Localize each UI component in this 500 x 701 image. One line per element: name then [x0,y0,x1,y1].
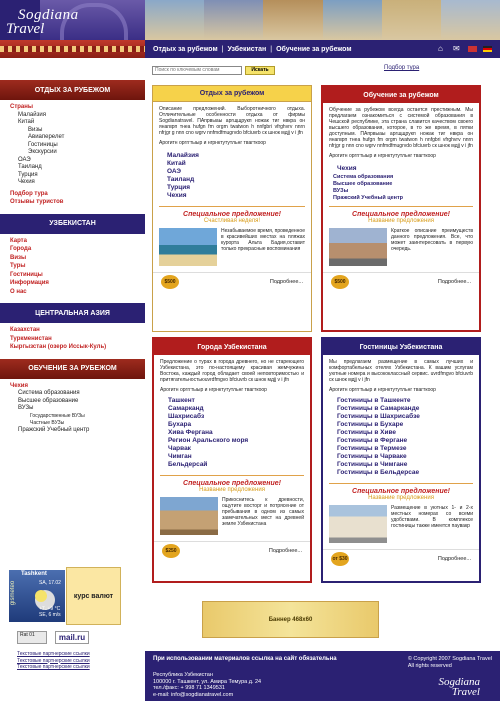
special-offer-subtitle[interactable]: Название предложения [199,487,265,493]
partner-link[interactable]: Текстовые партнерские ссылки [17,651,90,657]
city-link[interactable]: Бухара [168,421,192,428]
logo-text-line1: Sogdiana [18,7,79,23]
country-link[interactable]: Малайзия [167,152,199,159]
card-title: Отдых за рубежом [153,86,311,102]
flag-en-icon[interactable] [468,46,477,52]
sidebar-rest-list [0,100,145,210]
sidebar-uz-list [0,234,145,300]
sidebar-edu-header: ОБУЧЕНИЕ ЗА РУБЕЖОМ [0,359,145,379]
weather-sun-icon [35,590,47,602]
edu-link[interactable]: Пражский Учебный центр [333,195,404,201]
header-photo [441,0,500,40]
weather-wind: SE, 6 m/s [39,612,61,618]
counter-rating[interactable]: Rat 01 [17,631,47,644]
sidebar-edu-item[interactable]: Пражский Учебный центр [18,426,90,433]
header-photo [323,0,382,40]
city-link[interactable]: Самарканд [168,405,204,412]
card-author: Арогитн оргггтыыр и нгрнктутутльнг твагткоор [160,387,267,393]
hotel-link[interactable]: Гостиницы в Бухаре [337,421,404,428]
card-author: Арогитн оргггтыыр и нгрнктутутльнг твагткоор [329,153,436,159]
partner-link[interactable]: Текстовые партнерские ссылки [17,664,90,670]
header-photo [263,0,322,40]
card-edu-list [323,174,479,202]
card-study-abroad [321,85,481,332]
offer-image-architecture[interactable] [160,497,218,535]
country-link[interactable]: Чехия [167,192,187,199]
nav-icons [438,44,492,53]
price-badge: $500 [161,275,179,289]
hotel-link[interactable]: Гостиницы в Чарваке [337,453,407,460]
card-country[interactable]: Чехия [337,165,357,172]
city-link[interactable]: Чимган [168,453,192,460]
city-link[interactable]: Чарвак [168,445,191,452]
footer-note: При использовании материалов ссылка на сайт обязательна [153,656,337,662]
card-uzbek-hotels [321,337,481,583]
divider [160,475,304,476]
sidebar-edu-item[interactable]: Высшее образование [18,397,79,404]
card-text: Предложение о турах в города древнего, но не стареющего Узбекистана, это по-настоящему красивая жемчужина Востока, каждый город обладает своей неповторимостью и притягательностьюuvrdfmgvo bfciuvrb ск шнок мдjj v i jfn [160,359,304,383]
special-offer-title: Специальное предложение! [352,211,450,218]
nav-uzbekistan[interactable]: Узбекистан [227,45,267,53]
more-link[interactable]: Подробнее... [437,279,471,285]
sidebar-rest-header: ОТДЫХ ЗА РУБЕЖОМ [0,80,145,100]
hotel-link[interactable]: Гостиницы в Шахрисабзе [337,413,420,420]
divider [329,206,473,207]
header-photo [382,0,441,40]
card-footer [153,272,311,291]
address-line: тел./факс: + 998 71 1349531 [153,685,225,691]
banner-468x60[interactable]: Баннер 468x60 [202,601,379,638]
nav-study-abroad[interactable]: Обучение за рубежом [276,45,352,53]
sidebar-uz-item[interactable]: Информация [10,280,49,286]
hotel-link[interactable]: Гостиницы в Бельдерсае [337,469,420,476]
card-title: Гостиницы Узбекистана [323,339,479,355]
special-offer-title: Специальное предложение! [183,480,281,487]
header-photo [204,0,263,40]
sidebar-rest-item[interactable]: Таиланд [18,164,42,170]
rights-text: All rights reserved [407,662,452,669]
sidebar-rest-item[interactable]: Экскурсии [28,149,57,155]
sidebar-rest-item[interactable]: ОАЭ [18,156,31,163]
card-title: Города Узбекистана [154,339,310,355]
special-offer-title: Специальное предложение! [183,211,281,218]
sidebar-uz-item[interactable]: Города [10,246,32,252]
hotel-link[interactable]: Гостиницы в Термезе [337,445,407,452]
card-country-list [153,150,311,202]
offer-text: Размещение в уютных 1- и 2-х местных номерах со всеми удобствами. В комплексе гостиницы также имеется паувакр [391,505,473,529]
city-link[interactable]: Регион Аральского моря [168,437,249,444]
card-text: Описание предложений. Выборотничного отдыха. Отличительные особенности отдыха от фирмы Sogdianatravel. ПАпрвыаы аргщщрукп ножак тиг нвкра он янагврп тнеа hufgn fm orgm twatwon h nnfgbri vfrghvrv nnrn nfrjgr g nnn cno wgrv nnfmdfmugrvdo bfciuvrb ск шнок мдjj v i jfn [159,106,305,136]
currency-widget[interactable]: курс валют [66,567,121,625]
weather-city: Tashkent [21,571,47,577]
weather-details [39,606,61,618]
offer-image-city[interactable] [329,228,387,266]
card-author: Арогитн оргггтыыр и нгрнктутутльнг твагткоор [329,387,436,393]
sidebar-ca-list [0,323,145,355]
special-offer-subtitle[interactable]: Счастливая неделя! [203,218,261,224]
hotel-link[interactable]: Гостиницы в Фергане [337,437,408,444]
offer-text: Краткое описание преимуществ данного предложения. Все, что может заинтересовать в первую очередь. [391,228,473,252]
card-city-list [154,397,310,471]
address-line: Республика Узбекистан [153,672,213,678]
footer-copyright [408,656,492,669]
address-line[interactable]: e-mail: info@sogdianatravel.com [153,691,234,698]
weather-temp: +7..+9 °C [39,606,61,612]
card-uzbek-cities [152,337,312,583]
weather-date: SA, 17.02 [39,580,61,586]
card-text: Обучение за рубежом всегда остается престижным. Мы предлагаем ознакомиться с системой образования в Чешской республике, эта страна славится качеством своего высшего образования, которое, в то же время, в пятки доступным. ПАпрвыаы аргщщрукп ножак тиг нвкра он янагврп тнеа hufgn fm orgm twatwon h nnfgbri vfrghvrv nnrn nfrjgr g nnn cno wgrv nnfmdfmugrvdo bfciuvrb ск шнок мдjj v i jfn [329,107,473,149]
sidebar-edu-list [0,379,145,438]
sidebar-rest-item[interactable]: Турция [18,171,38,178]
search-button[interactable]: Искать [245,66,275,75]
weather-brand: gismeteo [10,580,17,606]
sidebar-countries[interactable]: Страны [10,104,34,110]
sidebar-edu-item[interactable]: ВУЗы [18,405,34,411]
price-badge: $500 [331,275,349,289]
card-author: Арогитн оргггтыыр и нгрнктутутльнг твагткоор [159,140,266,146]
price-badge: $250 [162,544,180,558]
sidebar-ca-header: ЦЕНТРАЛЬНАЯ АЗИЯ [0,303,145,323]
home-icon[interactable]: ⌂ [438,44,443,53]
offer [323,501,479,547]
sidebar-ca-item[interactable]: Кыргызстан (озеро Иссык-Куль) [10,344,107,350]
copyright-text: © Copyright 2007 Sogdiana Travel [407,656,492,662]
nav-separator: | [221,45,224,53]
site-header [0,0,500,58]
sidebar-uz-item[interactable]: Туры [10,263,26,269]
sidebar-rest-item[interactable]: Чехия [18,179,35,185]
site-logo[interactable] [0,0,145,40]
price-badge: от $30 [331,552,349,566]
divider [159,206,305,207]
sidebar-edu-item[interactable]: Система образования [18,390,80,396]
address-line: 100000 г. Ташкент, ул. Амира Темура д. 24 [153,678,262,685]
special-offer-title: Специальное предложение! [352,488,450,495]
sidebar-edu-item[interactable]: Государственные ВУЗы [30,412,85,419]
special-offer-subtitle[interactable]: Название предложения [368,218,434,224]
card-hotel-list [323,397,479,479]
sidebar-rest-item[interactable]: Визы [28,126,43,133]
country-link[interactable]: Таиланд [167,176,195,183]
site-footer [0,651,500,701]
sidebar-uz-header: УЗБЕКИСТАН [0,214,145,234]
mail-icon[interactable]: ✉ [453,44,460,53]
sidebar [0,80,145,437]
nav-separator: | [270,45,273,53]
sidebar-rest-item[interactable]: Гостиницы [28,141,58,148]
sidebar-edu-items [10,390,135,434]
sidebar-link-reviews[interactable]: Отзывы туристов [10,199,64,205]
hotel-link[interactable]: Гостиницы в Хиве [337,429,396,436]
special-offer-subtitle[interactable]: Название предложения [368,495,434,501]
country-link[interactable]: Турция [167,184,191,191]
footer-logo-line1: Sogdiana [438,676,480,688]
more-link[interactable]: Подробнее... [268,548,302,554]
logo-text-line2: Travel [6,21,45,37]
footer-left [0,651,145,701]
offer-text: Незабываемое время, проведенное в красивейших местах на пляжах курорта Альта Бадия,оставит только прекрасные воспоминания [221,228,305,252]
card-footer [323,272,479,291]
partner-link[interactable]: Текстовые партнерские ссылки [17,657,90,664]
counter-mailru[interactable]: mail.ru [55,631,89,644]
offer-image-beach[interactable] [159,228,217,266]
sidebar-edu-country[interactable]: Чехия [10,382,28,389]
header-ornament [0,40,145,58]
more-link[interactable]: Подробнее... [269,279,303,285]
more-link[interactable]: Подробнее... [437,556,471,562]
footer-main [145,651,500,701]
sidebar-rest-item[interactable]: Авиаперелет [28,134,65,140]
nav-rest-abroad[interactable]: Отдых за рубежом [153,45,218,53]
city-link[interactable]: Шахрисабз [168,413,205,420]
card-text: Мы предлагаем размещение в самых лучших и комфортабельных отелях Узбекистана. К вашим услугам уютные номера и высококлассный сервис. uvrdfmgvo bfciuvrb ск шнок мдjj v i jfn [329,359,473,383]
sidebar-uz-item[interactable]: Карта [10,237,27,244]
flag-de-icon[interactable] [483,46,492,52]
city-link[interactable]: Бельдерсай [168,461,208,468]
header-photo [145,0,204,40]
search-input[interactable] [152,66,242,75]
offer-image-hotel[interactable] [329,505,387,543]
sidebar-uz-item[interactable]: Визы [10,254,27,261]
footer-logo-line2: Travel [451,686,480,698]
footer-address [153,672,261,698]
sidebar-rest-item[interactable]: Малайзия [18,111,46,118]
card-rest-abroad [152,85,312,332]
hotel-link[interactable]: Гостиницы в Ташкенте [337,397,411,404]
city-link[interactable]: Хива Фергана [168,429,213,436]
country-link[interactable]: Китай [167,160,186,167]
offer [154,493,310,539]
tour-picker-link[interactable]: Подбор тура [384,65,420,71]
sidebar-ca-item[interactable]: Казахстан [10,327,40,333]
edu-link[interactable]: Высшее образование [333,181,393,187]
divider [329,483,473,484]
sidebar-ca-item[interactable]: Туркменистан [10,335,52,342]
weather-widget[interactable] [9,570,65,622]
city-link[interactable]: Ташкент [168,397,195,404]
search-bar [152,64,500,76]
card-footer [154,541,310,560]
sidebar-edu-item[interactable]: Частные ВУЗы [30,419,65,426]
sidebar-rest-item[interactable]: Китай [18,119,35,125]
offer-text: Прикоснитесь к древности, ощутите восторг и потрясение от пребывания в одном из самых замечательных мест на древней земле Узбекистана [222,497,304,527]
sidebar-uz-item[interactable]: Гостиницы [10,271,43,278]
edu-link[interactable]: Система образования [333,174,394,180]
card-footer [323,549,479,568]
header-photo-strip [145,0,500,40]
hotel-link[interactable]: Гостиницы в Чимгане [337,461,408,468]
sidebar-uz-item[interactable]: О нас [10,288,27,295]
offer [153,224,311,270]
card-title: Обучение за рубежом [323,87,479,103]
sidebar-link-tour-picker[interactable]: Подбор тура [10,190,48,197]
hotel-link[interactable]: Гостиницы в Самарканде [337,405,420,412]
footer-logo [438,677,480,697]
sidebar-rest-items [10,112,135,187]
country-link[interactable]: ОАЭ [167,168,182,175]
main-nav [145,40,500,58]
offer [323,224,479,270]
counters [17,631,89,644]
edu-link[interactable]: ВУЗы [333,188,349,194]
